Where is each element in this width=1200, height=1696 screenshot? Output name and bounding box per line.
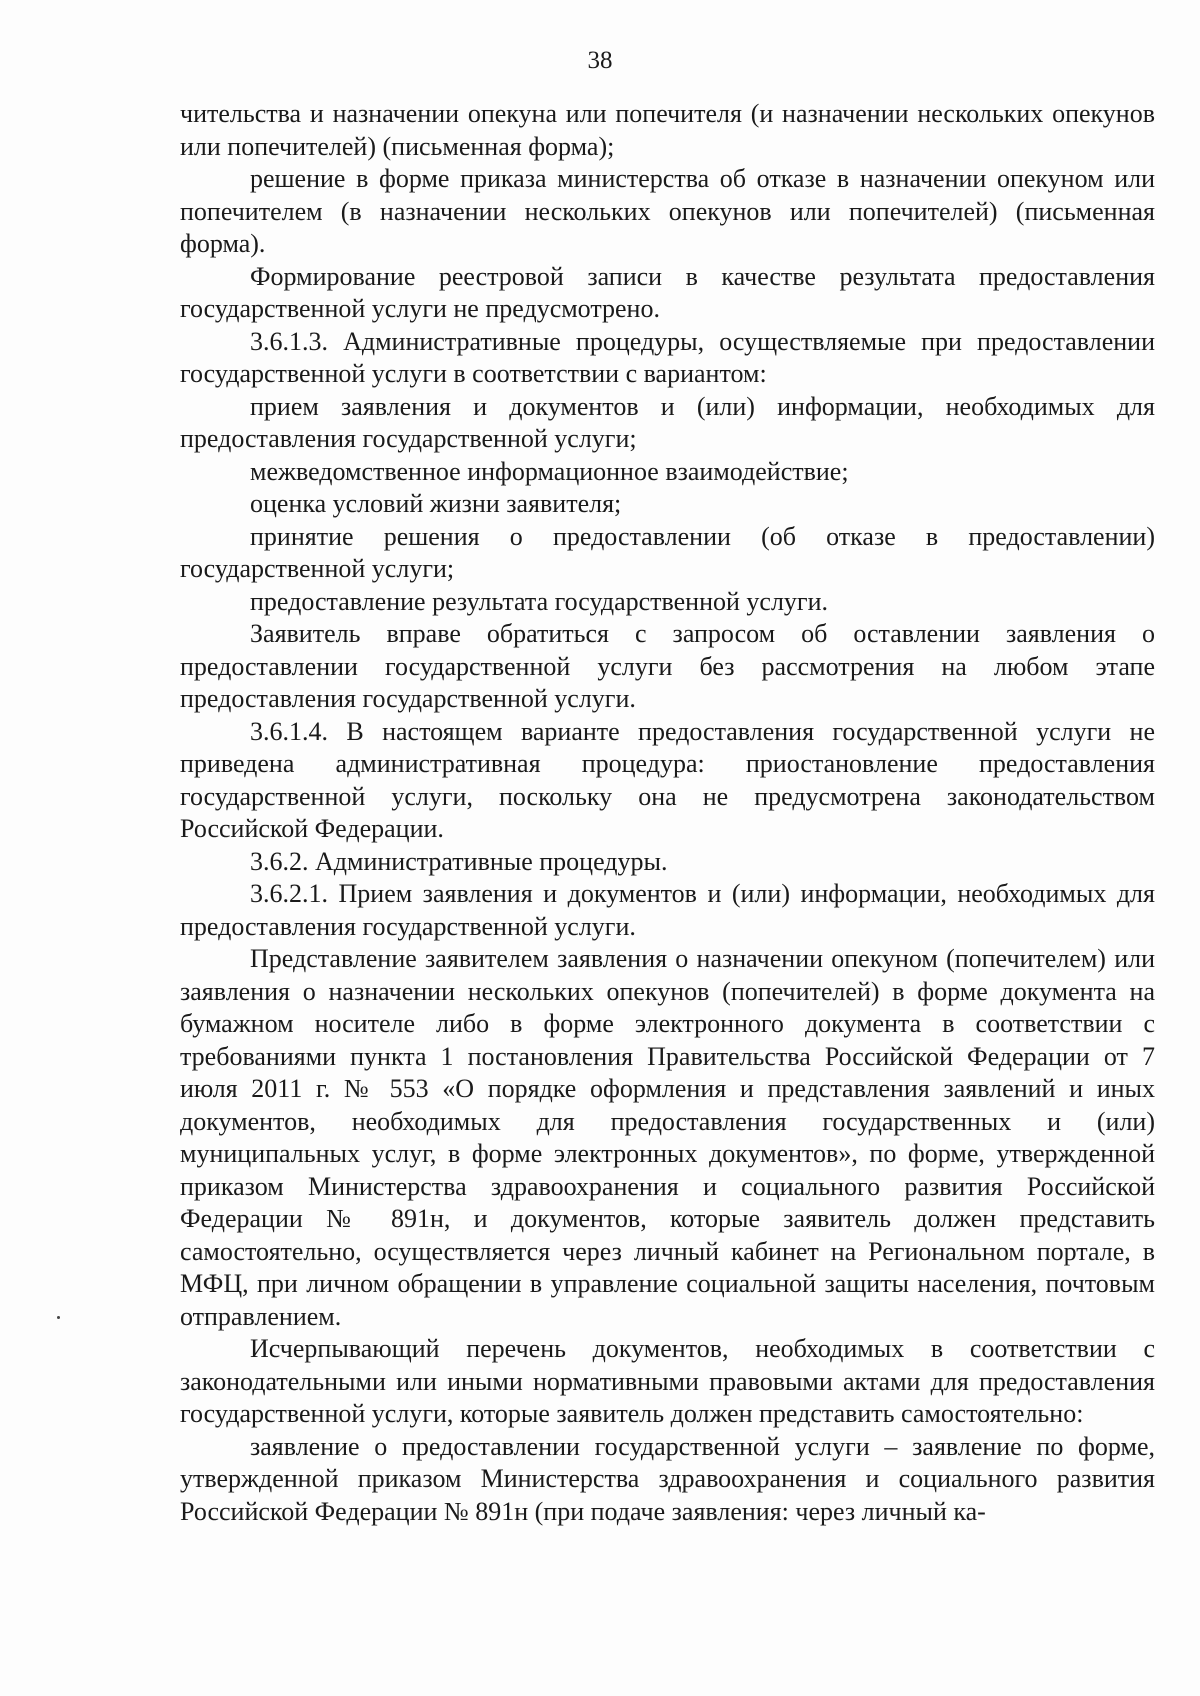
- paragraph-6: межведомственное информационное взаимодействие;: [250, 456, 849, 486]
- scan-speck: [57, 1316, 60, 1319]
- document-body: [180, 98, 1155, 1528]
- paragraph-3: Формирование реестровой записи в качестве результата предоставления государственной услуги не предусмотрено.: [180, 261, 1155, 323]
- paragraph-8: принятие решения о предоставлении (об отказе в предоставлении) государственной услуги;: [180, 521, 1155, 583]
- paragraph-5: прием заявления и документов и (или) информации, необходимых для предоставления государственной услуги;: [180, 391, 1155, 453]
- paragraph-4: 3.6.1.3. Административные процедуры, осуществляемые при предоставлении государственной услуги в соответствии с вариантом:: [180, 326, 1155, 388]
- paragraph-13: 3.6.2.1. Прием заявления и документов и (или) информации, необходимых для предоставления государственной услуги.: [180, 879, 1155, 941]
- paragraph-14: Представление заявителем заявления о назначении опекуном (попечителем) или заявления о назначении нескольких опекунов (попечителей) в форме документа на бумажном носителе либо в форме электронного документа в соответствии с требованиями пункта 1 постановления Правительства Российской Федерации от 7 июля 2011 г. № 553 «О порядке оформления и представления заявлений и иных документов, необходимых для предоставления государственных и (или) муниципальных услуг, в форме электронных документов», по форме, утвержденной приказом Министерства здравоохранения и социального развития Российской Федерации № 891н, и документов, которые заявитель должен представить самостоятельно, осуществляется через личный кабинет на Региональном портале, в МФЦ, при личном обращении в управление социальной защиты населения, почтовым отправлением.: [180, 944, 1155, 1331]
- paragraph-1: чительства и назначении опекуна или попечителя (и назначении нескольких опекунов или попечителей) (письменная форма);: [180, 99, 1155, 161]
- paragraph-2: решение в форме приказа министерства об отказе в назначении опекуном или попечителем (в назначении нескольких опекунов или попечителей) (письменная форма).: [180, 164, 1155, 258]
- paragraph-10: Заявитель вправе обратиться с запросом об оставлении заявления о предоставлении государственной услуги без рассмотрения на любом этапе предоставления государственной услуги.: [180, 619, 1155, 713]
- paragraph-12: 3.6.2. Административные процедуры.: [250, 846, 668, 876]
- paragraph-15: Исчерпывающий перечень документов, необходимых в соответствии с законодательными или иными нормативными правовыми актами для предоставления государственной услуги, которые заявитель должен представить самостоятельно:: [180, 1334, 1155, 1428]
- paragraph-11: 3.6.1.4. В настоящем варианте предоставления государственной услуги не приведена административная процедура: приостановление предоставления государственной услуги, поскольку она не предусмотрена законодательством Российской Федерации.: [180, 716, 1155, 843]
- paragraph-9: предоставление результата государственной услуги.: [250, 586, 829, 616]
- paragraph-7: оценка условий жизни заявителя;: [250, 489, 622, 518]
- paragraph-16: заявление о предоставлении государственной услуги – заявление по форме, утвержденной приказом Министерства здравоохранения и социального развития Российской Федерации № 891н (при подаче заявления: через личный ка-: [180, 1431, 1155, 1526]
- page-number: 38: [587, 47, 613, 74]
